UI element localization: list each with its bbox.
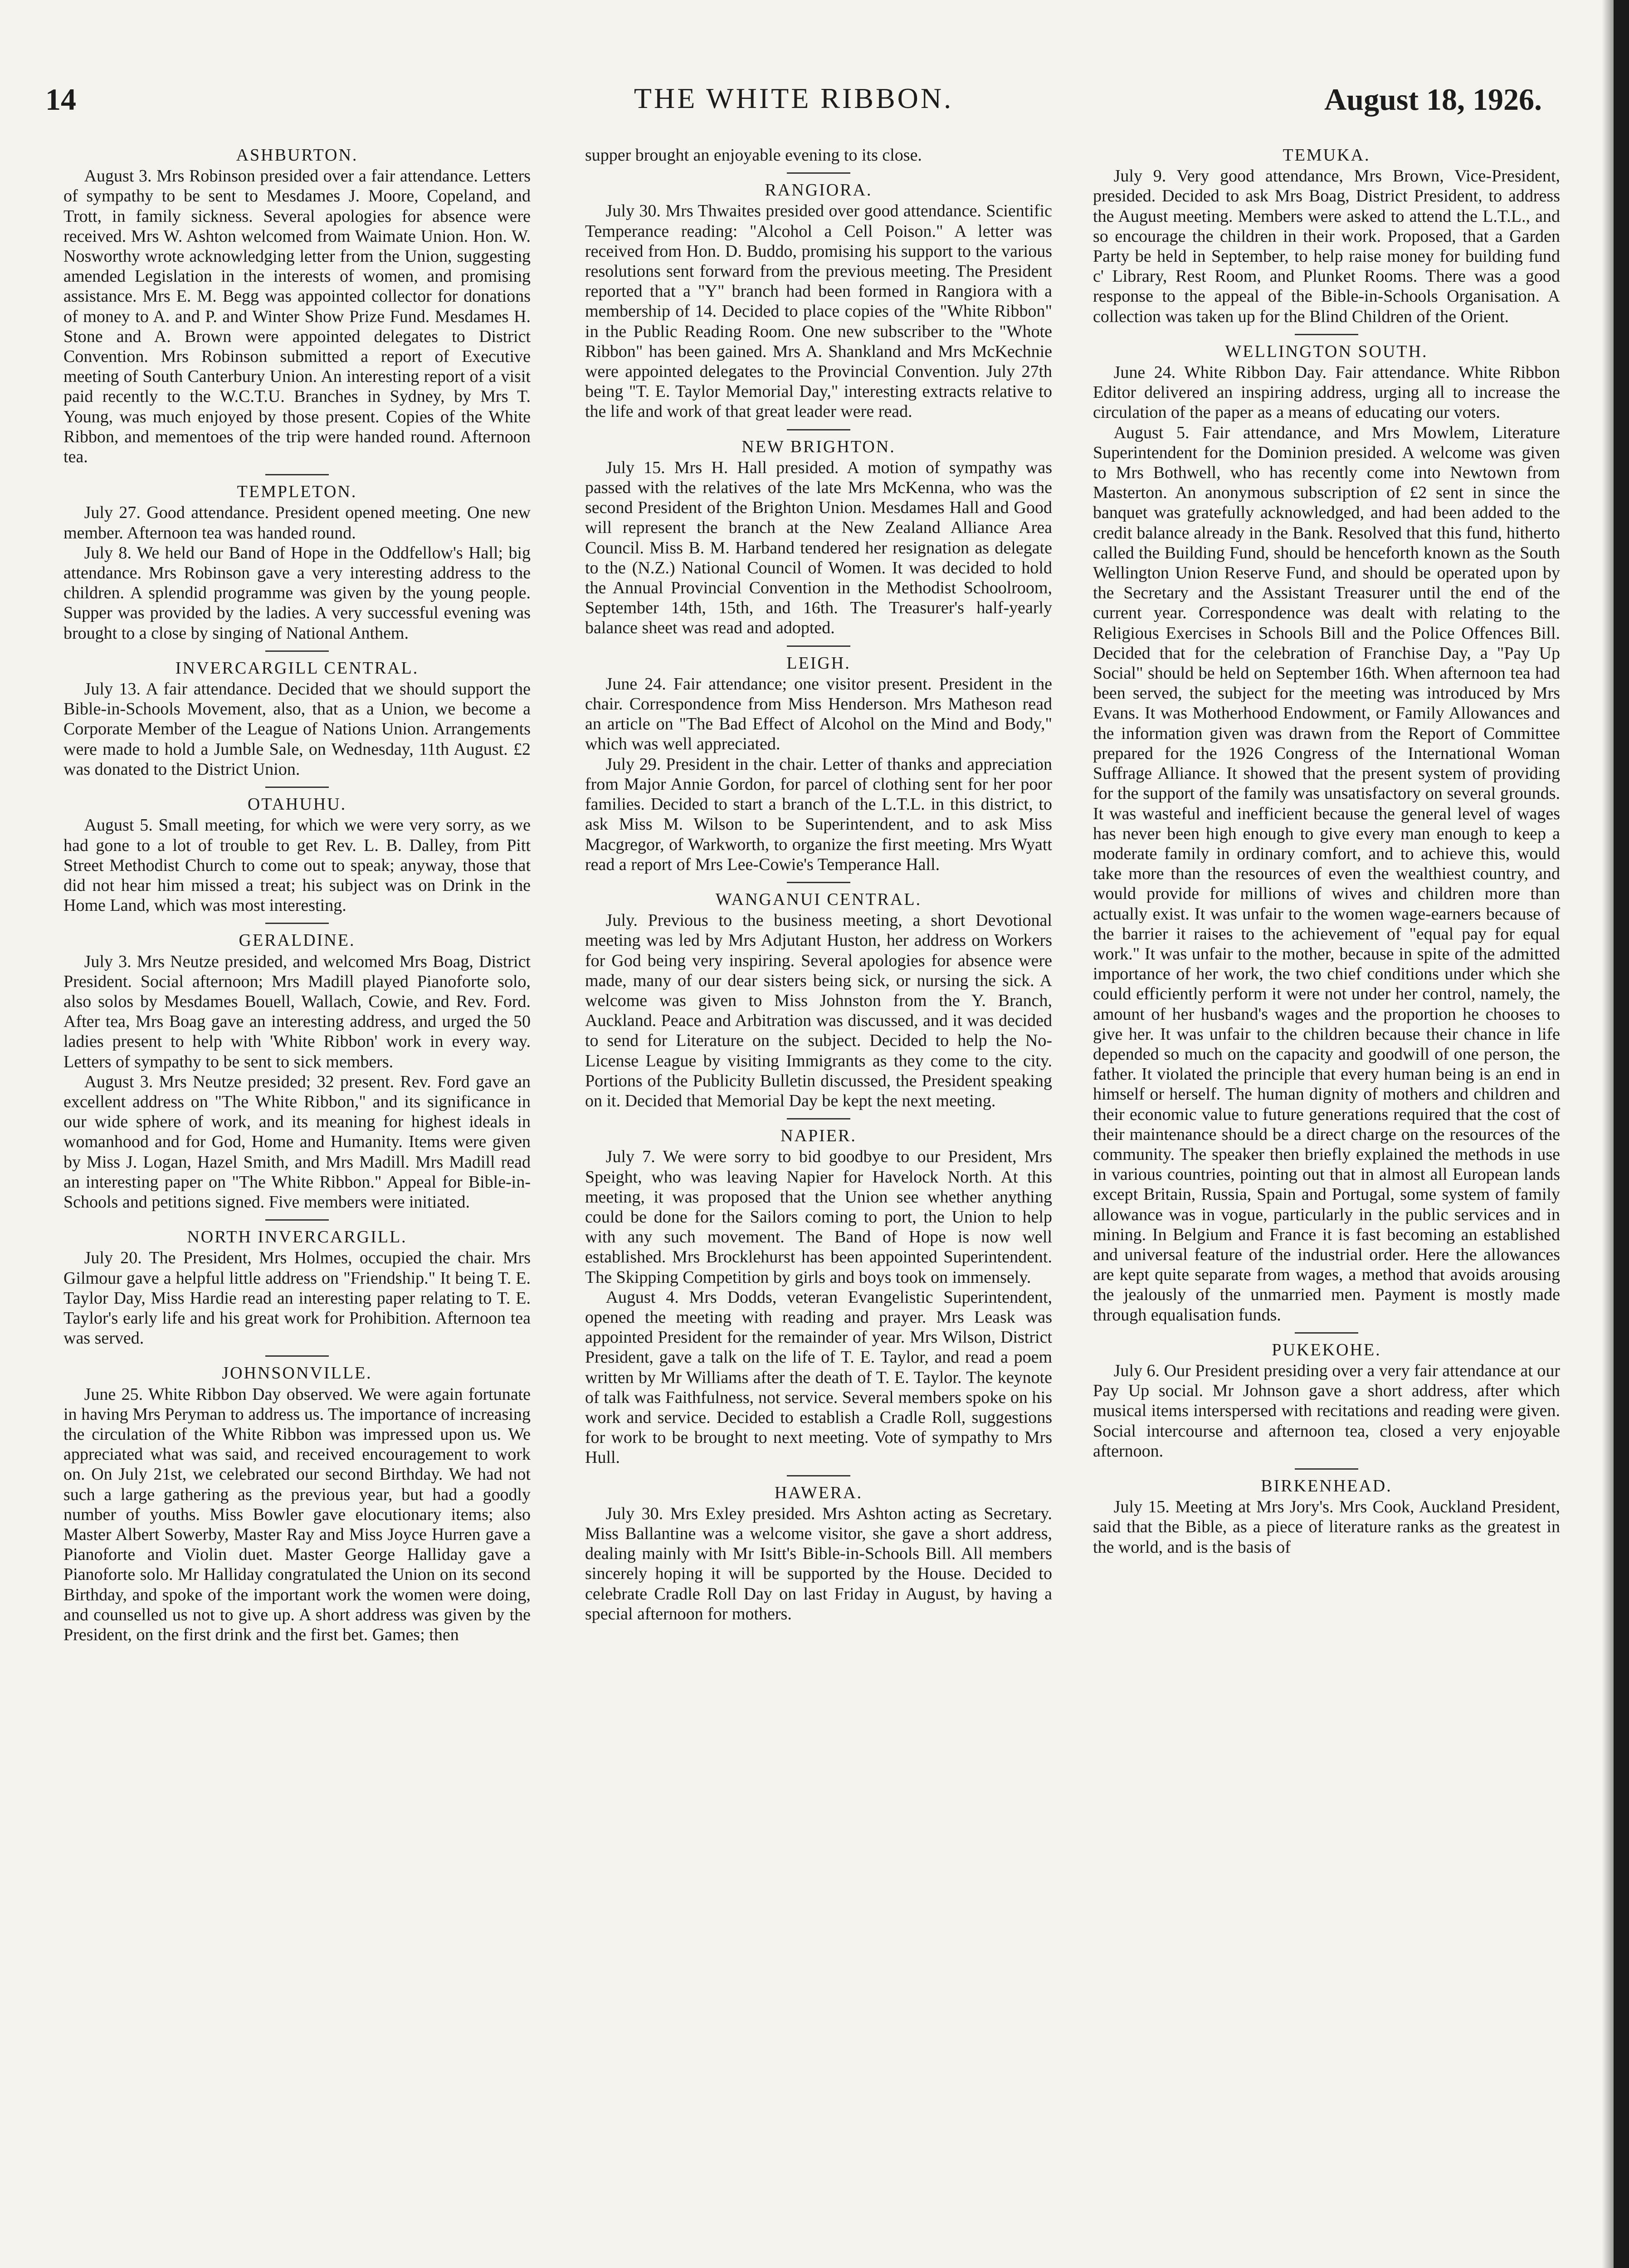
section-heading: GERALDINE. <box>239 931 356 950</box>
report-paragraph: June 24. Fair attendance; one visitor present. President in the chair. Correspondence from Miss Henderson. Mrs Matheson read an article on "The Bad Effect of Alcohol on the Mind and Body," which was well appreciated. <box>585 674 1052 754</box>
report-paragraph: July 30. Mrs Exley presided. Mrs Ashton acting as Secretary. Miss Ballantine was a welcome visitor, she gave a short address, dealing mainly with Mr Isitt's Bible-in-Schools Bill. All members sincerely hoping it will be supported by the House. Decided to celebrate Cradle Roll Day on last Friday in August, by having a special afternoon for mothers. <box>585 1504 1052 1623</box>
section-rule <box>787 429 850 430</box>
branch-report <box>585 882 1052 1111</box>
report-paragraph: July 15. Mrs H. Hall presided. A motion of sympathy was passed with the relatives of the late Mrs McKenna, who was the second President of the Brighton Union. Mesdames Hall and Good will represent the branch at the New Zealand Alliance Area Council. Miss B. M. Harband tendered her resignation as delegate to the (N.Z.) National Council of Women. It was decided to hold the Annual Provincial Convention in the Methodist Schoolroom, September 14th, 15th, and 16th. The Treasurer's half-yearly balance sheet was read and adopted. <box>585 458 1052 638</box>
report-paragraph: July 7. We were sorry to bid goodbye to our President, Mrs Speight, who was leaving Napier for Havelock North. At this meeting, it was proposed that the Union see whether anything could be done for the Sailors coming to port, the Union to help with any such movement. The Band of Hope is now well established. Mrs Brocklehurst has been appointed Superintendent. The Skipping Competition by girls and boys took on immensely. <box>585 1147 1052 1287</box>
section-heading: HAWERA. <box>774 1483 863 1502</box>
branch-report <box>585 429 1052 638</box>
section-heading: BIRKENHEAD. <box>1261 1476 1392 1496</box>
section-heading: NORTH INVERCARGILL. <box>187 1227 407 1247</box>
branch-report <box>585 1475 1052 1624</box>
section-heading: TEMUKA. <box>1283 146 1371 165</box>
section-rule <box>1295 1468 1358 1470</box>
section-rule <box>265 650 329 652</box>
column-middle <box>585 145 1052 2268</box>
branch-report <box>63 1219 531 1348</box>
section-rule <box>265 923 329 924</box>
report-paragraph: August 4. Mrs Dodds, veteran Evangelistic Superintendent, opened the meeting with reading and prayer. Mrs Leask was appointed President for the remainder of year. Mrs Wilson, District President, gave a talk on the life of T. E. Taylor, and read a poem written by Mr Williams after the death of T. E. Taylor. The keynote of talk was Faithfulness, not service. Several members spoke on his work and service. Decided to establish a Cradle Roll, suggestions for work to be brought to next meeting. Vote of sympathy to Mrs Hull. <box>585 1287 1052 1467</box>
branch-report <box>63 145 531 467</box>
report-paragraph: July 20. The President, Mrs Holmes, occupied the chair. Mrs Gilmour gave a helpful little address on "Friendship." It being T. E. Taylor Day, Miss Hardie read an interesting paper relating to T. E. Taylor's early life and his great work for Prohibition. Afternoon tea was served. <box>63 1248 531 1348</box>
section-rule <box>787 1118 850 1119</box>
binding-shadow <box>1602 0 1614 2268</box>
branch-report <box>1093 145 1560 327</box>
report-paragraph: July 30. Mrs Thwaites presided over good attendance. Scientific Temperance reading: "Alcohol a Cell Poison." A letter was received from Hon. D. Buddo, promising his support to the various resolutions sent forward from the previous meeting. The President reported that a "Y" branch had been formed in Rangiora with a membership of 14. Decided to place copies of the "White Ribbon" in the Public Reading Room. One new subscriber to the "Whote Ribbon" has been gained. Mrs A. Shankland and Mrs McKechnie were appointed delegates to the Provincial Convention. July 27th being "T. E. Taylor Memorial Day," interesting extracts relative to the life and work of that great leader were read. <box>585 201 1052 421</box>
section-heading: INVERCARGILL CENTRAL. <box>175 658 419 678</box>
section-heading: WELLINGTON SOUTH. <box>1225 342 1428 361</box>
report-paragraph: July 29. President in the chair. Letter of thanks and appreciation from Major Annie Gordon, for parcel of clothing sent for her poor families. Decided to start a branch of the L.T.L. in this district, to ask Miss M. Wilson to be Superintendent, and to ask Miss Macgregor, of Warkworth, to organize the first meeting. Mrs Wyatt read a report of Mrs Lee-Cowie's Temperance Hall. <box>585 754 1052 874</box>
column-left <box>63 145 531 2268</box>
section-rule <box>1295 334 1358 335</box>
section-rule <box>787 172 850 174</box>
page-header <box>45 82 1542 122</box>
section-rule <box>787 1475 850 1476</box>
branch-report <box>1093 334 1560 1325</box>
branch-report <box>63 1355 531 1645</box>
branch-report <box>63 474 531 643</box>
report-paragraph: July 8. We held our Band of Hope in the Oddfellow's Hall; big attendance. Mrs Robinson gave a very interesting address to the children. A splendid programme was given by the young people. Supper was provided by the ladies. A very successful evening was brought to a close by singing of National Anthem. <box>63 543 531 643</box>
section-heading: NEW BRIGHTON. <box>741 437 896 456</box>
section-heading: TEMPLETON. <box>237 482 357 502</box>
issue-date: August 18, 1926. <box>1324 82 1542 117</box>
report-paragraph: August 5. Small meeting, for which we were very sorry, as we had gone to a lot of trouble to get Rev. L. B. Dalley, from Pitt Street Methodist Church to come out to speak; anyway, those that did not hear him missed a treat; his subject was on Drink in the Home Land, which was most interesting. <box>63 816 531 915</box>
branch-report <box>585 645 1052 875</box>
section-heading: PUKEKOHE. <box>1272 1340 1381 1359</box>
section-heading: RANGIORA. <box>765 181 873 200</box>
section-heading: WANGANUI CENTRAL. <box>715 890 922 909</box>
branch-report <box>1093 1332 1560 1461</box>
branch-report <box>1093 1468 1560 1557</box>
section-rule <box>265 474 329 475</box>
report-paragraph: July 9. Very good attendance, Mrs Brown, Vice-President, presided. Decided to ask Mrs Boag, District President, to address the August meeting. Members were asked to attend the L.T.L., and so encourage the children in their work. Proposed, that a Garden Party be held in September, to help raise money for building fund c' Library, Rest Room, and Plunket Rooms. There was a good response to the appeal of the Bible-in-Schools Organisation. A collection was taken up for the Blind Children of the Orient. <box>1093 166 1560 326</box>
section-heading: JOHNSONVILLE. <box>222 1364 372 1383</box>
branch-report <box>63 650 531 779</box>
report-paragraph: July 15. Meeting at Mrs Jory's. Mrs Cook, Auckland President, said that the Bible, as a piece of literature ranks as the greatest in the world, and is the basis of <box>1093 1497 1560 1557</box>
report-paragraph: July 6. Our President presiding over a very fair attendance at our Pay Up social. Mr Johnson gave a short address, after which musical items interspersed with recitations and reading were given. Social intercourse and afternoon tea, closed a very enjoyable afternoon. <box>1093 1361 1560 1461</box>
branch-report <box>585 172 1052 421</box>
section-rule <box>1295 1332 1358 1334</box>
newspaper-title: THE WHITE RIBBON. <box>634 82 954 114</box>
report-paragraph: July 27. Good attendance. President opened meeting. One new member. Afternoon tea was handed round. <box>63 503 531 543</box>
section-rule <box>265 787 329 788</box>
continued-text: supper brought an enjoyable evening to its close. <box>585 146 922 165</box>
report-paragraph: July 13. A fair attendance. Decided that we should support the Bible-in-Schools Movement, also, that as a Union, we become a Corporate Member of the League of Nations Union. Arrangements were made to hold a Jumble Sale, on Wednesday, 11th August. £2 was donated to the District Union. <box>63 679 531 779</box>
section-heading: OTAHUHU. <box>247 795 347 814</box>
branch-report <box>63 923 531 1212</box>
section-rule <box>787 645 850 647</box>
report-paragraph: June 25. White Ribbon Day observed. We were again fortunate in having Mrs Peryman to address us. The importance of increasing the circulation of the White Ribbon was impressed upon us. We appreciated what was said, and received encouragement to work on. On July 21st, we celebrated our second Birthday. We had not such a large gathering as the previous year, but had a goodly number of youths. Miss Bowler gave elocutionary items; also Master Albert Sowerby, Master Ray and Miss Joyce Hurren gave a Pianoforte and Violin duet. Master George Halliday gave a Pianoforte solo. Mr Halliday congratulated the Union on its second Birthday, and spoke of the important work the women were doing, and counselled us not to give up. A short address was given by the President, on the first drink and the first bet. Games; then <box>63 1384 531 1645</box>
report-paragraph: August 5. Fair attendance, and Mrs Mowlem, Literature Superintendent for the Dominion presided. A welcome was given to Mrs Bothwell, who has recently come into Newtown from Masterton. An anonymous subscription of £2 sent in since the banquet was gratefully acknowledged, and had been added to the credit balance already in the Bank. Resolved that this fund, hitherto called the Building Fund, should be henceforth known as the South Wellington Union Reserve Fund, and should be operated upon by the Secretary and the Assistant Treasurer until the end of the current year. Correspondence was dealt with relating to the Religious Exercises in Schools Bill and the Police Offences Bill. Decided that for the celebration of Franchise Day, a "Pay Up Social" should be held on September 16th. When afternoon tea had been served, the subject for the meeting was introduced by Mrs Evans. It was Motherhood Endowment, or Family Allowances and the information given was drawn from the Report of Committee prepared for the 1926 Congress of the International Woman Suffrage Alliance. It showed that the present system of providing for the support of the family was unsatisfactory on several grounds. It was wasteful and inefficient because the general level of wages has never been high enough to give every man enough to keep a moderate family in ordinary comfort, and to achieve this, would take more than the resources of even the wealthiest country, and would provide for millions of wives and children more than actually exist. It was unfair to the women wage-earners because of the barrier it raises to the achievement of "equal pay for equal work." It was unfair to the mother, because in spite of the admitted importance of her work, the two chief conditions under which she could efficiently perform it were not under her control, namely, the amount of her husband's wages and the proportion he chooses to give her. It was unfair to the children because their chance in life depended so much on the capacity and goodwill of one person, the father. It violated the principle that every human being is an end in himself or herself. The human dignity of mothers and children and their economic value to future generations required that the cost of their maintenance should be a direct charge on the resources of the community. The speaker then briefly explained the methods in use in various countries, pointing out that in almost all European lands except Britain, Russia, Spain and Portugal, some system of family allowance was in vogue, particularly in the public services and in mining. In Belgium and France it is fast becoming an established and universal feature of the industrial order. Here the allowances are kept quite separate from wages, a method that avoids arousing the jealously of the unmarried men. Payment is mostly made through equalisation funds. <box>1093 423 1560 1325</box>
report-paragraph: July. Previous to the business meeting, a short Devotional meeting was led by Mrs Adjutant Huston, her address on Workers for God being very inspiring. Several apologies for absence were made, many of our dear sisters being sick, or nursing the sick. A welcome was given to Miss Johnston from the Y. Branch, Auckland. Peace and Arbitration was discussed, and it was decided to send for Literature on the subject. Decided to help the No-License League by visiting Immigrants as they come to the city. Portions of the Publicity Bulletin discussed, the President speaking on it. Decided that Memorial Day be kept the next meeting. <box>585 911 1052 1110</box>
report-paragraph: August 3. Mrs Robinson presided over a fair attendance. Letters of sympathy to be sent to Mesdames J. Moore, Copeland, and Trott, in family sickness. Several apologies for absence were received. Mrs W. Ashton welcomed from Waimate Union. Hon. W. Nosworthy wrote acknowledging letter from the Union, suggesting amended Legislation in the interests of women, and promising assistance. Mrs E. M. Begg was appointed collector for donations of money to A. and P. and Winter Show Prize Fund. Mesdames H. Stone and A. Brown were appointed delegates to District Convention. Mrs Robinson submitted a report of Executive meeting of South Canterbury Union. An interesting report of a visit paid recently to the W.C.T.U. Branches in Sydney, by Mrs T. Young, was much enjoyed by those present. Copies of the White Ribbon, and mementoes of the trip were handed round. Afternoon tea. <box>63 166 531 467</box>
report-paragraph: August 3. Mrs Neutze presided; 32 present. Rev. Ford gave an excellent address on "The White Ribbon," and its significance in our wide sphere of work, and its meaning for highest ideals in womanhood and for God, Home and Humanity. Items were given by Miss J. Logan, Hazel Smith, and Mrs Madill. Mrs Madill read an interesting paper on "The White Ribbon." Appeal for Bible-in-Schools and petitions signed. Five members were initiated. <box>63 1072 531 1212</box>
section-heading: LEIGH. <box>786 653 851 673</box>
branch-report <box>63 787 531 915</box>
section-rule <box>265 1355 329 1357</box>
report-paragraph: June 24. White Ribbon Day. Fair attendance. White Ribbon Editor delivered an inspiring address, urging all to increase the circulation of the paper as a means of educating our voters. <box>1093 363 1560 422</box>
column-right <box>1093 145 1560 2268</box>
section-rule <box>265 1219 329 1221</box>
branch-report <box>585 1118 1052 1467</box>
section-heading: NAPIER. <box>780 1126 857 1146</box>
section-heading: ASHBURTON. <box>236 146 358 165</box>
section-rule <box>787 882 850 883</box>
report-paragraph: July 3. Mrs Neutze presided, and welcomed Mrs Boag, District President. Social afternoon; Mrs Madill played Pianoforte solo, also solos by Mesdames Bouell, Wallach, Cowie, and Rev. Ford. After tea, Mrs Boag gave an interesting address, and urged the 50 ladies present to help with 'White Ribbon' work in every way. Letters of sympathy to be sent to sick members. <box>63 952 531 1071</box>
binding-edge <box>1614 0 1629 2268</box>
page-number: 14 <box>45 82 76 117</box>
